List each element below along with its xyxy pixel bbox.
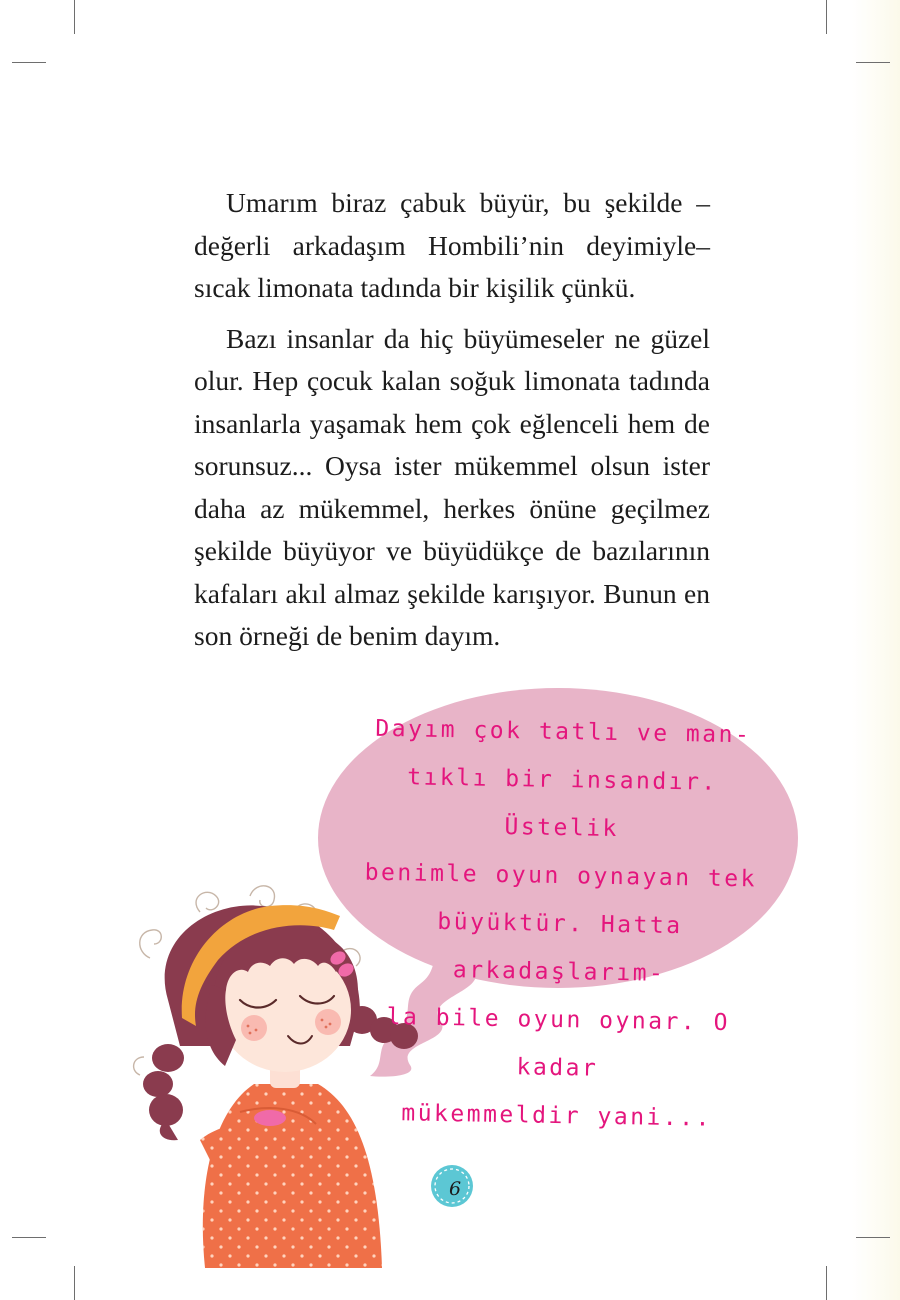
bubble-line: la bile oyun oynar. O kadar: [386, 1003, 731, 1082]
page-number: 6: [449, 1178, 462, 1200]
left-pigtail: [143, 1044, 184, 1140]
bubble-line: mükemmeldir yani...: [401, 1100, 713, 1132]
speech-bubble-text: [336, 704, 783, 1144]
paragraph-2: Bazı insanlar da hiç büyümeseler ne güzel olur. Hep çocuk kalan soğuk limonata tadında insanlarla yaşamak hem çok eğlenceli hem de sorunsuz... Oysa ister mükemmel olsun ister daha az mükemmel, herkes önüne geçilmez şekilde büyüyor ve büyüdükçe de bazılarının kafaları akıl almaz şekilde karışıyor. Bunun en son örneği de benim dayım.: [194, 322, 710, 651]
bubble-line: Dayım çok tatlı ve man-: [375, 715, 752, 749]
heart-patch: [254, 1110, 286, 1126]
paragraph-1: Umarım biraz çabuk büyür, bu şekilde –değerli arkadaşım Hombili’nin deyimiyle– sıcak limonata tadında bir kişilik çünkü.: [194, 187, 710, 303]
bubble-line: benimle oyun oynayan tek: [364, 859, 758, 893]
bubble-line: büyüktür. Hatta arkadaşlarım-: [437, 908, 683, 987]
bubble-line: tıklı bir insandır. Üstelik: [406, 764, 719, 843]
